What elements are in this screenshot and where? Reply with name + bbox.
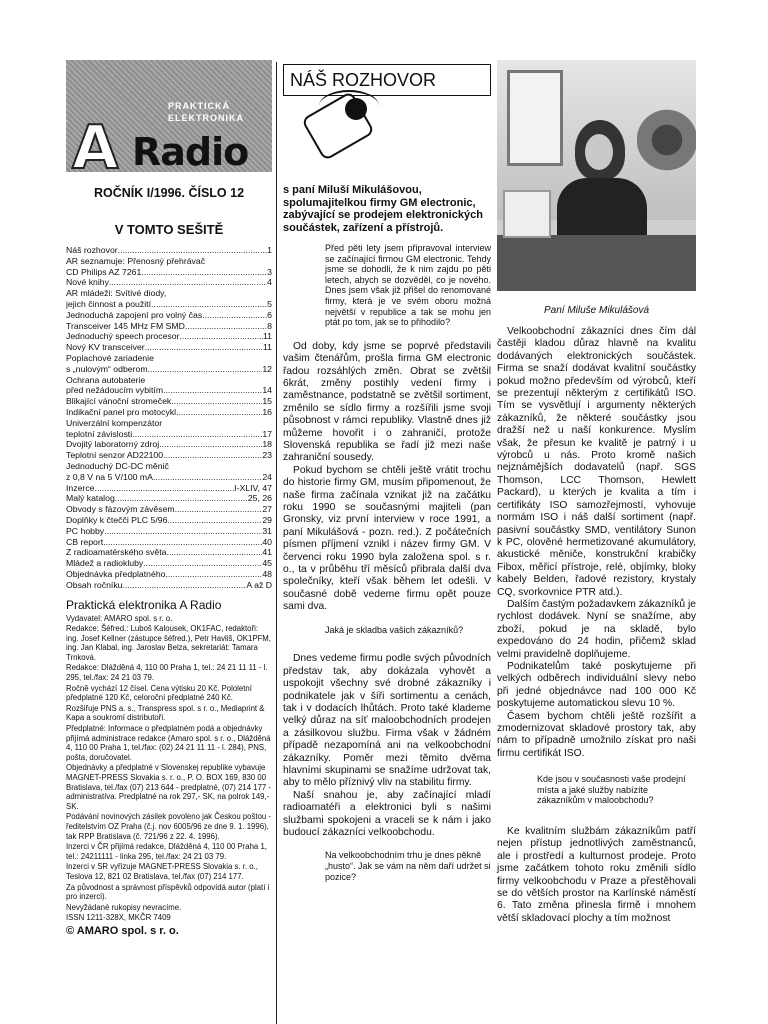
toc-item [66,267,272,278]
toc-item-title: Inzerce [66,482,95,493]
toc-item-page: 23 [262,450,272,461]
toc-item [66,569,272,580]
toc-item-title: Obvody s fázovým závěsem [66,504,175,515]
toc-item-page: 24 [262,471,272,482]
toc-item-page: 31 [262,525,272,536]
toc-leader [132,429,262,440]
toc-leader [167,515,262,526]
paragraph: Podnikatelům také poskytujeme při velkých odběrech individuální slevy nebo při jedné objednávce nad 100 000 Kč poskytujeme automatickou slevu 10 %. [497,660,696,710]
toc-item-page: 11 [262,331,272,342]
toc-item [66,493,272,504]
toc-leader [166,569,263,580]
toc-item-page: 41 [262,547,272,558]
imprint-line: Podávání novinových zásilek povoleno jak Českou poštou - ředitelstvím OZ Praha (č.j. nov 6005/96 ze dne 9. 1. 1996), tak RPP Bratislava (č. 721/96 z 22. 4. 1996). [66,812,272,841]
section-title: NÁŠ ROZHOVOR [290,70,437,90]
toc-leader [141,267,267,278]
imprint [66,614,272,923]
interview-question: Kde jsou v současnosti vaše prodejní místa a jaké služby nabízíte zákazníkům v maloobchodu? [537,774,686,806]
toc-item-title: Dvojitý laboratorný zdroj [66,439,160,450]
toc-item-page: 4 [267,277,272,288]
toc-item-page: 18 [262,439,272,450]
article-body-4 [497,826,696,925]
toc-item [66,364,272,375]
toc-item [66,547,272,558]
toc-item-page: 11 [262,342,272,353]
magazine-logo [66,60,272,172]
toc-item [66,515,272,526]
toc-leader [151,299,267,310]
toc-item-title: Náš rozhovor [66,245,118,255]
toc-leader [153,472,262,483]
toc-leader [176,407,262,418]
toc-item-title: Indikační panel pro motocykl [66,406,177,417]
column-rule [276,62,277,1024]
toc-item-title: před nežádoucím vybitím [66,385,164,396]
imprint-line: Vydavatel: AMARO spol. s r. o. [66,613,173,623]
paragraph: Dnes vedeme firmu podle svých původních představ tak, aby dokázala vyhovět a uspokojit všechny své drobné zákazníky i podnikatele jak v šíři sortimentu a cenách, tak i v dodacích lhůtách. Proto také klademe velký důraz na síť maloobchodních prodejen a zásilkovou službu. Firma však v žádném případě nezapomíná ani na velkoobchodní zákazníky. Poměr mezi těmito dvěma hlavními skupinami se snažíme udržovat tak, aby to mělo příznivý vliv na stabilitu firmy. [283,653,491,789]
toc-item-page: 27 [262,504,272,515]
toc-item-page: 14 [262,385,272,396]
toc-leader [148,364,263,375]
toc-item-title: Ochrana autobaterie [66,374,146,385]
toc-item [66,472,272,483]
toc-leader [166,547,262,558]
imprint-line: Redakce: Dlážděná 4, 110 00 Praha 1, tel.: 24 21 11 11 - l. 295, tel./fax: 24 21 03 79. [66,663,268,683]
toc-leader [123,580,247,591]
toc-item [66,526,272,537]
toc-item-title: Teplotní senzor AD22100 [66,450,164,461]
toc-leader [163,385,262,396]
toc-item [66,429,272,440]
toc-leader [118,245,267,256]
article-body-1 [283,341,491,614]
toc-leader [103,537,262,548]
toc-leader [171,396,262,407]
toc-leader [145,342,263,353]
toc-item-page: 17 [262,428,272,439]
paragraph: Dalším častým požadavkem zákazníků je rychlost dodávek. Nyní se snažíme, aby zboží, pokud je na skladě, bylo expedováno do 24 hodin, přičemž sklad velmi pravidelně doplňujeme. [497,598,696,660]
copyright: © AMARO spol. s r. o. [66,924,179,937]
logo-subtitle-1: PRAKTICKÁ [168,101,230,111]
toc-leader [109,277,267,288]
toc-item [66,353,272,364]
imprint-line: Ročně vychází 12 čísel. Cena výtisku 20 Kč. Pololetní předplatné 120 Kč, celoroční předplatné 240 Kč. [66,683,252,703]
article-body-3 [497,326,696,760]
article-body-2 [283,653,491,839]
toc-item [66,310,272,321]
toc-item [66,288,272,299]
toc-item [66,580,272,591]
toc-item-page: 5 [267,298,272,309]
toc-item [66,245,272,256]
imprint-line: Předplatné: Informace o předplatném podá a objednávky přijímá administrace redakce (Amaro spol. s r. o., Dlážděná 4, 110 00 Praha 1, tel./fax: (02) 24 21 11 11 - l. 284), PNS, pošta, doručovatel. [66,724,271,762]
toc-item-title: CB report [66,536,104,547]
toc-item-title: Poplachové zariadenie [66,352,154,363]
toc-item-title: Jednoduchý speech procesor [66,331,180,342]
toc-item [66,483,272,494]
lead-paragraph: s paní Miluší Mikulášovou, spolumajitelkou firmy GM electronic, zabývající se prodejem elektronických součástek, zařízení a přístrojů. [283,184,483,234]
toc-leader [143,558,262,569]
imprint-line: Redakce: Šéfred.: Luboš Kalousek, OK1FAC, redaktoři: ing. Josef Kellner (zástupce šéfred.), Petr Havliš, OK1PFM, ing. Jan Klabal, ing. Jaroslav Belza, sekretariát: Tamara Trnková. [66,624,271,662]
toc-item [66,385,272,396]
toc-item-page: 29 [262,514,272,525]
toc-item [66,331,272,342]
toc-item [66,558,272,569]
toc-item-title: z 0,8 V na 5 V/100 mA [66,471,153,482]
imprint-line: Objednávky a předplatné v Slovenskej republike vybavuje MAGNET-PRESS Slovakia s. r. o., P. O. BOX 169, 830 00 Bratislava, tel./fax (07) 213 644 - predplatné, (07) 214 177 - administratíva. Predplatné na rok 297,- SK, na polrok 149,- SK. [66,763,272,811]
imprint-line: Inzerci v SR vyřizuje MAGNET-PRESS Slovakia s. r. o., Teslova 12, 821 02 Bratislava, tel./fax (07) 214 177. [66,862,258,881]
toc-item-page: 25, 26 [247,493,272,504]
toc-item-title: Jednoduchá zapojení pro volný čas [66,309,203,320]
logo-word: Radio [132,130,249,172]
issue-number: ROČNÍK I/1996. ČÍSLO 12 [93,186,245,200]
toc-leader [175,504,263,515]
left-column [66,60,272,937]
imprint-line: ISSN 1211-328X, MKČR 7409 [66,913,171,923]
interview-question: Na velkoobchodním trhu je dnes pěkně „husto“. Jak se vám na něm daří udržet si pozice? [325,850,491,882]
toc-item-title: CD Philips AZ 7261 [66,266,142,277]
toc-item-title: Objednávka předplatného [66,568,166,579]
toc-leader [185,321,267,332]
toc-item [66,375,272,386]
toc-leader [104,526,262,537]
toc-item [66,321,272,332]
toc-title: V TOMTO SEŠITĚ [114,222,224,237]
toc-item-title: jejich činnost a použití [66,298,151,309]
toc-item [66,256,272,267]
toc-item-page: 3 [267,266,272,277]
toc-item-title: Jednoduchý DC-DC měnič [66,460,169,471]
toc-item-title: Blikající vánoční stromeček [66,396,172,407]
toc-item-page: 6 [267,309,272,320]
toc-item-title: teplotní závislosti [66,428,133,439]
toc-item [66,439,272,450]
toc-item-title: Univerzální kompenzátor [66,417,163,428]
toc-item [66,504,272,515]
toc-item-title: AR mládeži: Svítivé diody, [66,288,167,299]
middle-column [283,60,491,900]
toc-item-title: Nové knihy [66,277,109,288]
imprint-line: Nevyžádané rukopisy nevracíme. [66,902,182,912]
toc-item-title: Mládež a radiokluby [66,558,144,569]
paragraph: Časem bychom chtěli ještě rozšířit a zmodernizovat skladové prostory tak, aby nám to případně umožnilo získat pro naši firmu certifikát ISO. [497,710,696,759]
logo-letter: A [72,113,119,172]
toc-item-page: 45 [262,558,272,569]
toc-item [66,450,272,461]
toc-item-title: PC hobby [66,525,105,536]
toc-item [66,342,272,353]
imprint-line: Za původnost a správnost příspěvků odpovídá autor (platí i pro inzerci). [66,882,270,902]
toc-item-title: Transceiver 145 MHz FM SMD [66,320,185,331]
toc-leader [202,310,267,321]
paragraph: Ke kvalitním službám zákazníkům patří nejen přístup jednotlivých zaměstnanců, ale i prostředí a kulturnost prodeje. Proto jsme začátkem tohoto roku změnili sídlo firmy velkoobchodu v Praze a přestěhovali se do větších prostor na Karlínské náměstí 6. Tato změna přinesla firmě i mnohem větší skladovací plochy a tím možnost [497,826,696,924]
toc-leader [180,331,263,342]
right-column [497,60,696,925]
toc-item [66,299,272,310]
toc-item-page: 15 [262,396,272,407]
intro-question: Před pěti lety jsem připravoval interview se začínající firmou GM electronic. Tehdy jsme se dohodli, že k nim zajdu po pěti letech, abych se dozvěděl, co je nového. Dnes jsem však již přišel do renomované firmy, která je ve svém oboru možná největší v republice a tak se mohu jen ptát po tom, jak se to přihodilo? [325,243,491,328]
microphone-hand-icon [299,96,491,168]
toc-item-title: s „nulovým“ odberom [66,363,148,374]
toc-leader [163,450,262,461]
publication-title: Praktická elektronika A Radio [66,597,222,612]
toc-item-page: 8 [267,320,272,331]
toc-item-title: Doplňky k čtečči PLC 5/96 [66,514,168,525]
section-header [283,64,491,96]
toc-item [66,277,272,288]
toc-leader [159,439,262,450]
toc-item [66,537,272,548]
toc-item [66,461,272,472]
paragraph: Naší snahou je, aby začínající mladí radioamatéři a elektronici byli s našimi službami spokojeni a vraceli se k nám i jako budoucí zákazníci velkoobchodu. [283,789,491,838]
table-of-contents [66,245,272,591]
interview-question: Jaká je skladba vašich zákazníků? [325,624,464,635]
logo-subtitle-2: ELEKTRONIKA [168,113,244,123]
toc-item-title: AR seznamuje: Přenosný přehrávač [66,255,206,266]
paragraph: Velkoobchodní zákazníci dnes čím dál častěji kladou důraz hlavně na kvalitu dodávaných elektronických součástek. Firma se snaží dodávat kvalitní součástky pokud možno především od výrobců, kteří se prezentují některým z certifikátů ISO. Tím se vysvětlují i argumenty některých zákazníků, že některé součástky jsou dražší než u naší konkurence. Myslím však, že přesun ke kvalitě je patrný i u výrobců u nás. Proto kromě našich nejznámějších dodavatelů (např. SGS Thomson, LCC Thomson, Hewlett Packard), u kterých je kvalita a tím i certifikáty ISO samozřejmostí, vyhovuje normám ISO i náš další sortiment (např. pasivní součástky SMD, ventilátory Sunon k PC, olověné hermetizované akumulátory, akustické měniče, konstrukční krabičky Fibox, měřicí přístroje, relé, objímky, bloky kabely Belden, řadové rezistory, krystaly CQ, svorkovnice PTR atd.). [497,326,696,598]
toc-item-title: Z radioamatérského světa [66,547,167,558]
toc-item-page: A až D [246,579,272,590]
toc-item-page: 1 [267,245,272,255]
toc-item-title: Malý katalog [66,493,115,504]
toc-item-page: 12 [262,363,272,374]
imprint-line: Rozšiřuje PNS a. s., Transpress spol. s r. o., Mediaprint & Kapa a soukromí distributoři. [66,703,265,723]
paragraph: Pokud bychom se chtěli ještě vrátit trochu do historie firmy GM, musím připomenout, že naše firma začínala vznikat již na začátku roku 1990 se současnými majiteli (pan Gronsky, viz první interview v roce 1991, a paní Mikulášová - pozn. red.). Z počátečních písmen příjmení vznikl i název firmy GM. V červenci roku 1990 byla založena spol. s r. o., ta v průběhu tří měsíců přibrala další dva společníky, kteří však během let odešli. V současné době vedeme firmu opět pouze sami dva. [283,464,491,613]
portrait-photo [497,60,696,291]
toc-item-page: 40 [262,536,272,547]
photo-caption: Paní Miluše Mikulášová [543,305,650,316]
toc-item-page: 48 [262,568,272,579]
toc-leader [115,493,248,504]
paragraph: Od doby, kdy jsme se poprvé představili vašim čtenářům, prošla firma GM electronic řadou rozsáhlých změn. Obrat se zvětšil 6krát, změny postihly vedení firmy i zaměstnance, podstatně se zvětšil sortiment, změnilo se sídlo firmy a rozšířili jsme svoji působnost v rámci republiky. Vlastně dnes již můžeme hovořit i o zahraničí, protože Slovenská republika se řadí již mezi naše zahraniční sousedy. [283,340,491,464]
toc-leader [95,483,235,494]
toc-item [66,396,272,407]
toc-item-title: Obsah ročníku [66,579,123,590]
toc-item-page: 16 [262,406,272,417]
imprint-line: Inzerci v ČR přijímá redakce, Dlážděná 4, 110 00 Praha 1, tel.: 24211111 - linka 295, tel./fax: 24 21 03 79. [66,842,267,861]
toc-item-title: Nový KV transceiver [66,342,145,353]
toc-item-page: I-XLIV, 47 [234,482,272,493]
toc-item [66,407,272,418]
toc-item [66,418,272,429]
